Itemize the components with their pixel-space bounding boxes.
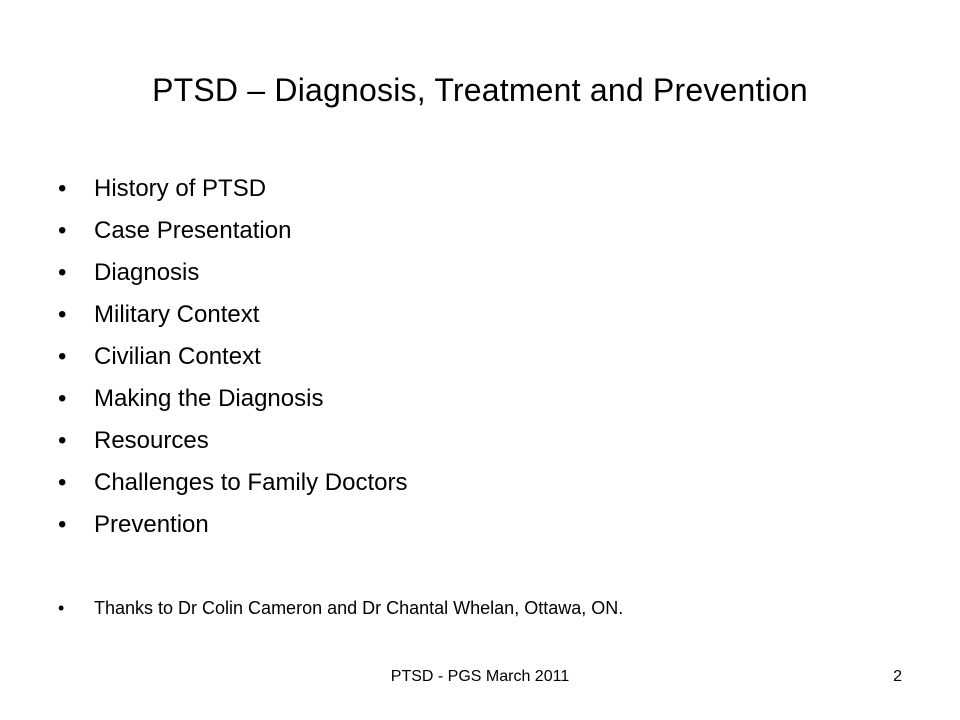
bullet-icon: • [58,427,67,454]
topic-item [58,420,407,462]
bullet-icon: • [58,511,67,538]
topic-label: Resources [94,427,209,454]
slide-title: PTSD – Diagnosis, Treatment and Prevention [152,72,808,108]
bullet-icon: • [58,343,67,370]
topic-item [58,504,407,546]
page-number: 2 [893,668,902,685]
topic-item [58,336,407,378]
topic-item [58,210,407,252]
topic-item [58,462,407,504]
topic-item [58,294,407,336]
topic-label: Challenges to Family Doctors [94,469,408,496]
bullet-icon: • [58,469,67,496]
bullet-icon: • [58,217,67,244]
topic-item [58,168,407,210]
topic-label: Civilian Context [94,343,261,370]
acknowledgement-list [58,594,623,622]
bullet-icon: • [58,175,67,202]
topic-label: Military Context [94,301,260,328]
topic-label: Making the Diagnosis [94,385,324,412]
acknowledgement-item [58,594,623,622]
topic-label: Prevention [94,511,209,538]
topic-label: Diagnosis [94,259,200,286]
bullet-icon: • [58,385,67,412]
bullet-icon: • [58,259,67,286]
topic-label: History of PTSD [94,175,267,202]
bullet-icon: • [58,598,65,618]
acknowledgement-text: Thanks to Dr Colin Cameron and Dr Chantal Whelan, Ottawa, ON. [94,598,624,618]
bullet-icon: • [58,301,67,328]
topic-label: Case Presentation [94,217,292,244]
slide-footer: PTSD - PGS March 2011 [390,668,570,685]
topic-list [58,168,407,546]
topic-item [58,378,407,420]
topic-item [58,252,407,294]
